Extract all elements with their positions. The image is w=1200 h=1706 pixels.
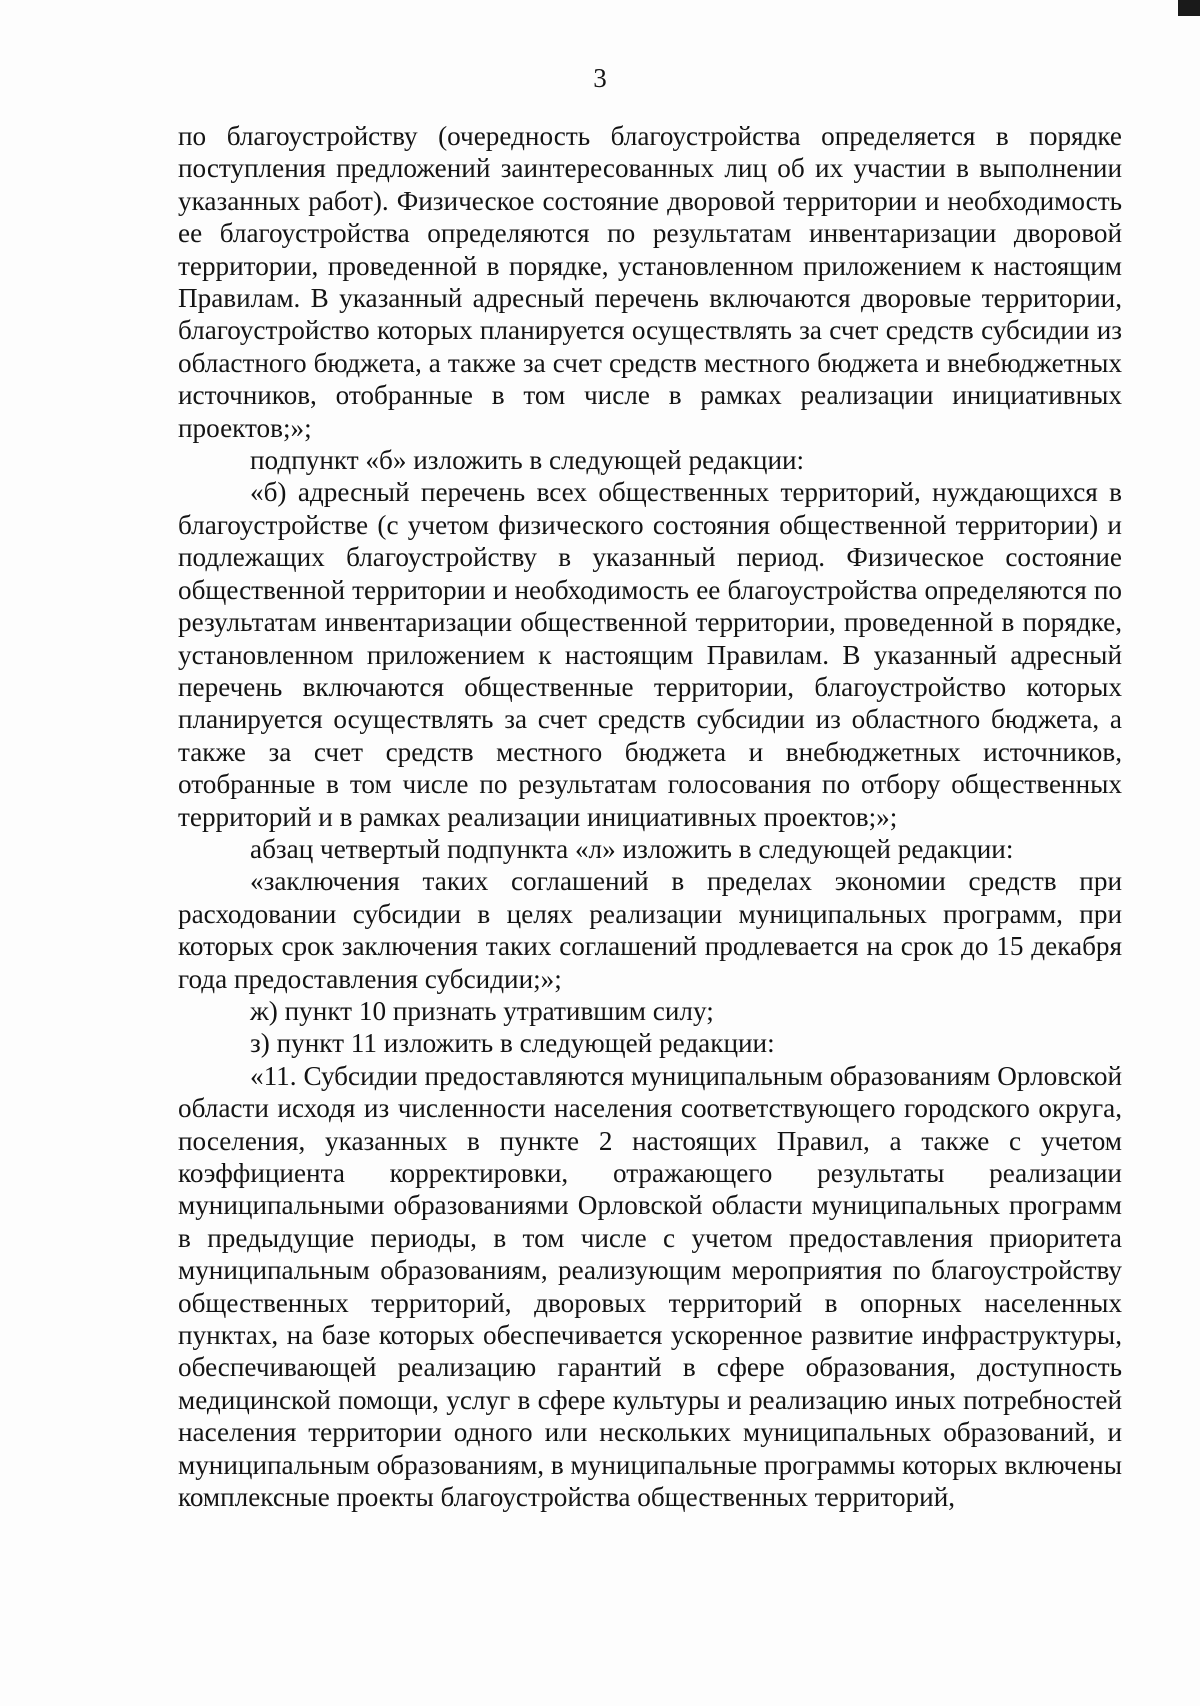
scan-edge-mark [1178, 0, 1200, 16]
paragraph-5: «заключения таких соглашений в пределах экономии средств при расходовании субсидии в целях реализации муниципальных программ, при которых срок заключения таких соглашений продлевается на срок до 15 декабря года предоставления субсидии;»; [178, 866, 1122, 994]
paragraph-3: «б) адресный перечень всех общественных территорий, нуждающихся в благоустройстве (с учетом физического состояния общественной территории) и подлежащих благоустройству в указанный период. Физическое состояние общественной территории и необходимость ее благоустройства определяются по результатам инвентаризации общественной территории, проведенной в порядке, установленном приложением к настоящим Правилам. В указанный адресный перечень включаются общественные территории, благоустройство которых планируется осуществлять за счет средств субсидии из областного бюджета, а также за счет средств местного бюджета и внебюджетных источников, отобранные в том числе по результатам голосования по отбору общественных территорий и в рамках реализации инициативных проектов;»; [178, 477, 1122, 832]
paragraph-2: подпункт «б» изложить в следующей редакции: [250, 445, 805, 476]
paragraph-8: «11. Субсидии предоставляются муниципальным образованиям Орловской области исходя из численности населения соответствующего городского округа, поселения, указанных в пункте 2 настоящих Правил, а также с учетом коэффициента корректировки, отражающего результаты реализации муниципальными образованиями Орловской области муниципальных программ в предыдущие периоды, в том числе с учетом предоставления приоритета муниципальным образованиям, реализующим мероприятия по благоустройству общественных территорий, дворовых территорий в опорных населенных пунктах, на базе которых обеспечивается ускоренное развитие инфраструктуры, обеспечивающей реализацию гарантий в сфере образования, доступность медицинской помощи, услуг в сфере культуры и реализацию иных потребностей населения территории одного или нескольких муниципальных образований, и муниципальным образованиям, в муниципальные программы которых включены комплексные проекты благоустройства общественных территорий, [178, 1060, 1122, 1513]
paragraph-6: ж) пункт 10 признать утратившим силу; [250, 995, 714, 1026]
paragraph-4: абзац четвертый подпункта «л» изложить в следующей редакции: [250, 833, 1014, 864]
page-number: 3 [593, 63, 607, 93]
paragraph-7: з) пункт 11 изложить в следующей редакции: [250, 1028, 775, 1059]
document-body [178, 120, 1122, 1513]
paragraph-1: по благоустройству (очередность благоустройства определяется в порядке поступления предложений заинтересованных лиц об их участии в выполнении указанных работ). Физическое состояние дворовой территории и необходимость ее благоустройства определяются по результатам инвентаризации дворовой территории, проведенной в порядке, установленном приложением к настоящим Правилам. В указанный адресный перечень включаются дворовые территории, благоустройство которых планируется осуществлять за счет средств субсидии из областного бюджета, а также за счет средств местного бюджета и внебюджетных источников, отобранные в том числе в рамках реализации инициативных проектов;»; [178, 121, 1122, 443]
